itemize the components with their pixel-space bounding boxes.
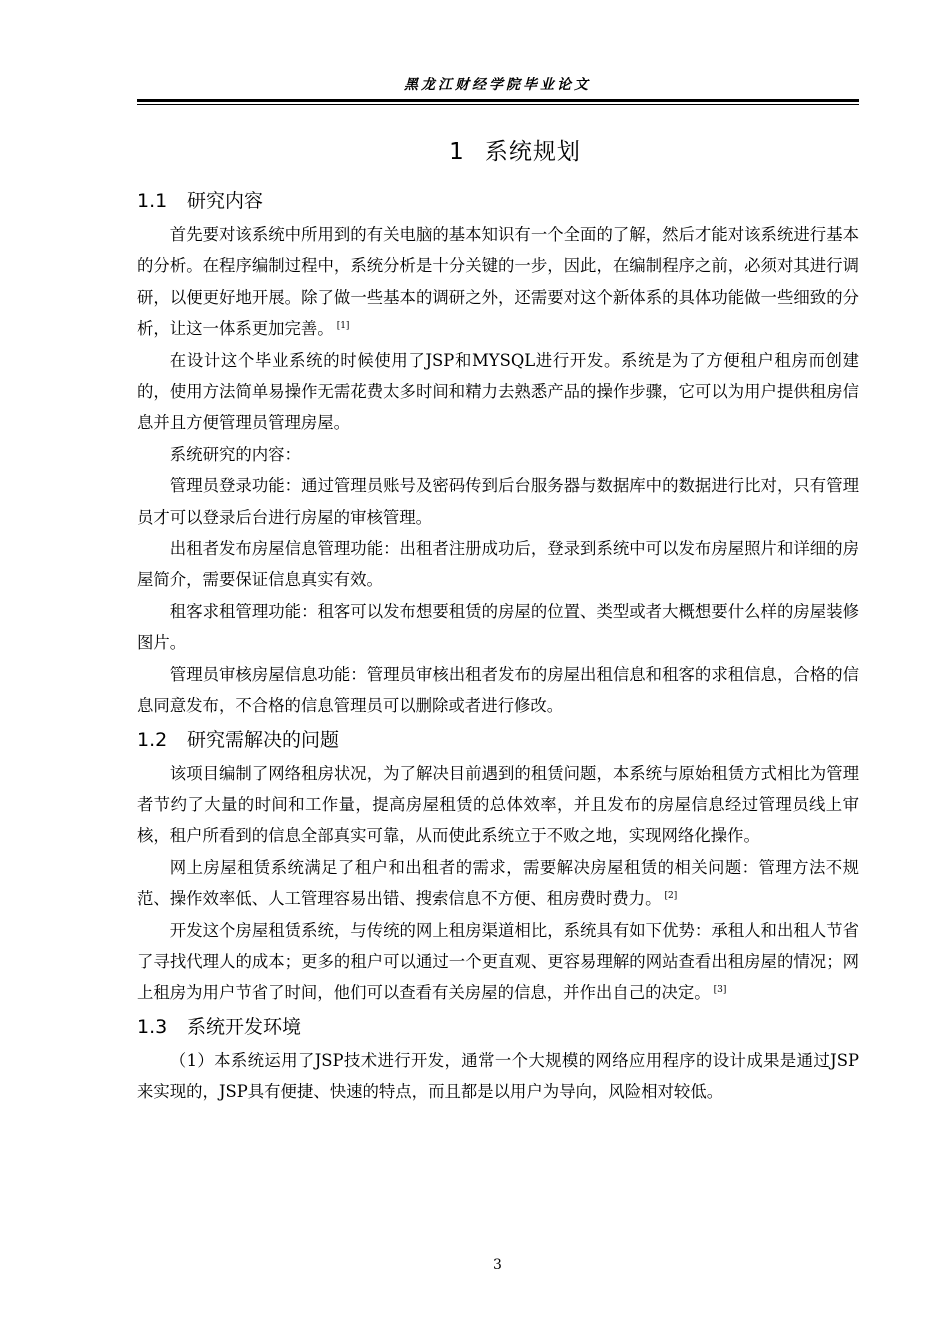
- chapter-heading: [0, 133, 950, 166]
- running-header-title: 黑龙江财经学院毕业论文: [404, 77, 591, 93]
- paragraph: [137, 1045, 859, 1108]
- paragraph: [137, 533, 859, 596]
- section-heading: [137, 183, 859, 219]
- citation-ref: [2]: [664, 891, 678, 902]
- paragraph-text: 该项目编制了网络租房状况，为了解决目前遇到的租赁问题，本系统与原始租赁方式相比为管理者节约了大量的时间和工作量，提高房屋租赁的总体效率，并且发布的房屋信息经过管理员线上审核，租户所看到的信息全部真实可靠，从而使此系统立于不败之地，实现网络化操作。: [137, 763, 859, 846]
- paragraph: [137, 758, 859, 852]
- paragraph-text: 开发这个房屋租赁系统，与传统的网上租房渠道相比，系统具有如下优势：承租人和出租人节省了寻找代理人的成本；更多的租户可以通过一个更直观、更容易理解的网站查看出租房屋的情况；网上租房为用户节省了时间，他们可以查看有关房屋的信息，并作出自己的决定。: [137, 920, 859, 1003]
- citation-ref: [1]: [336, 321, 350, 332]
- paragraph: [137, 439, 859, 470]
- section-number: 1.3: [137, 1015, 168, 1038]
- section-title: 研究内容: [187, 190, 264, 212]
- section-title: 研究需解决的问题: [187, 728, 340, 751]
- paragraph-text: 网上房屋租赁系统满足了租户和出租者的需求，需要解决房屋租赁的相关问题：管理方法不规范、操作效率低、人工管理容易出错、搜索信息不方便、租房费时费力。: [137, 857, 859, 909]
- paragraph: [137, 470, 859, 533]
- header-rule-thick: [137, 99, 859, 102]
- paragraph-text: 管理员登录功能：通过管理员账号及密码传到后台服务器与数据库中的数据进行比对，只有管理员才可以登录后台进行房屋的审核管理。: [137, 476, 859, 527]
- paragraph: [137, 852, 859, 915]
- paragraph-text: （1）本系统运用了JSP技术进行开发，通常一个大规模的网络应用程序的设计成果是通过JSP来实现的，JSP具有便捷、快速的特点，而且都是以用户为导向，风险相对较低。: [137, 1050, 859, 1102]
- paragraph: [137, 659, 859, 722]
- header-rule-thin: [137, 104, 859, 105]
- paragraph-text: 首先要对该系统中所用到的有关电脑的基本知识有一个全面的了解，然后才能对该系统进行基本的分析。在程序编制过程中，系统分析是十分关键的一步，因此，在编制程序之前，必须对其进行调研，以便更好地开展。除了做一些基本的调研之外，还需要对这个新体系的具体功能做一些细致的分析，让这一体系更加完善。: [137, 225, 859, 339]
- paragraph: [137, 915, 859, 1009]
- paragraph-text: 出租者发布房屋信息管理功能：出租者注册成功后，登录到系统中可以发布房屋照片和详细的房屋简介，需要保证信息真实有效。: [137, 539, 859, 590]
- paragraph-text: 系统研究的内容：: [169, 444, 301, 464]
- chapter-title: 系统规划: [484, 139, 581, 165]
- chapter-number: 1: [449, 139, 465, 165]
- page-number: 3: [493, 1257, 502, 1273]
- body-content: [137, 183, 859, 1108]
- section-number: 1.1: [137, 190, 168, 212]
- paragraph-text: 管理员审核房屋信息功能：管理员审核出租者发布的房屋出租信息和租客的求租信息，合格的信息同意发布，不合格的信息管理员可以删除或者进行修改。: [137, 664, 859, 716]
- section-title: 系统开发环境: [187, 1015, 302, 1038]
- paragraph: [137, 596, 859, 659]
- section-number: 1.2: [137, 728, 168, 751]
- paragraph: [137, 345, 859, 439]
- paragraph: [137, 219, 859, 345]
- paragraph-text: 在设计这个毕业系统的时候使用了JSP和MYSQL进行开发。系统是为了方便租户租房而创建的，使用方法简单易操作无需花费太多时间和精力去熟悉产品的操作步骤，它可以为用户提供租房信息并且方便管理员管理房屋。: [137, 350, 859, 433]
- section-heading: [137, 1009, 859, 1045]
- section-heading: [137, 722, 859, 758]
- citation-ref: [3]: [713, 985, 727, 996]
- paragraph-text: 租客求租管理功能：租客可以发布想要租赁的房屋的位置、类型或者大概想要什么样的房屋装修图片。: [137, 601, 859, 653]
